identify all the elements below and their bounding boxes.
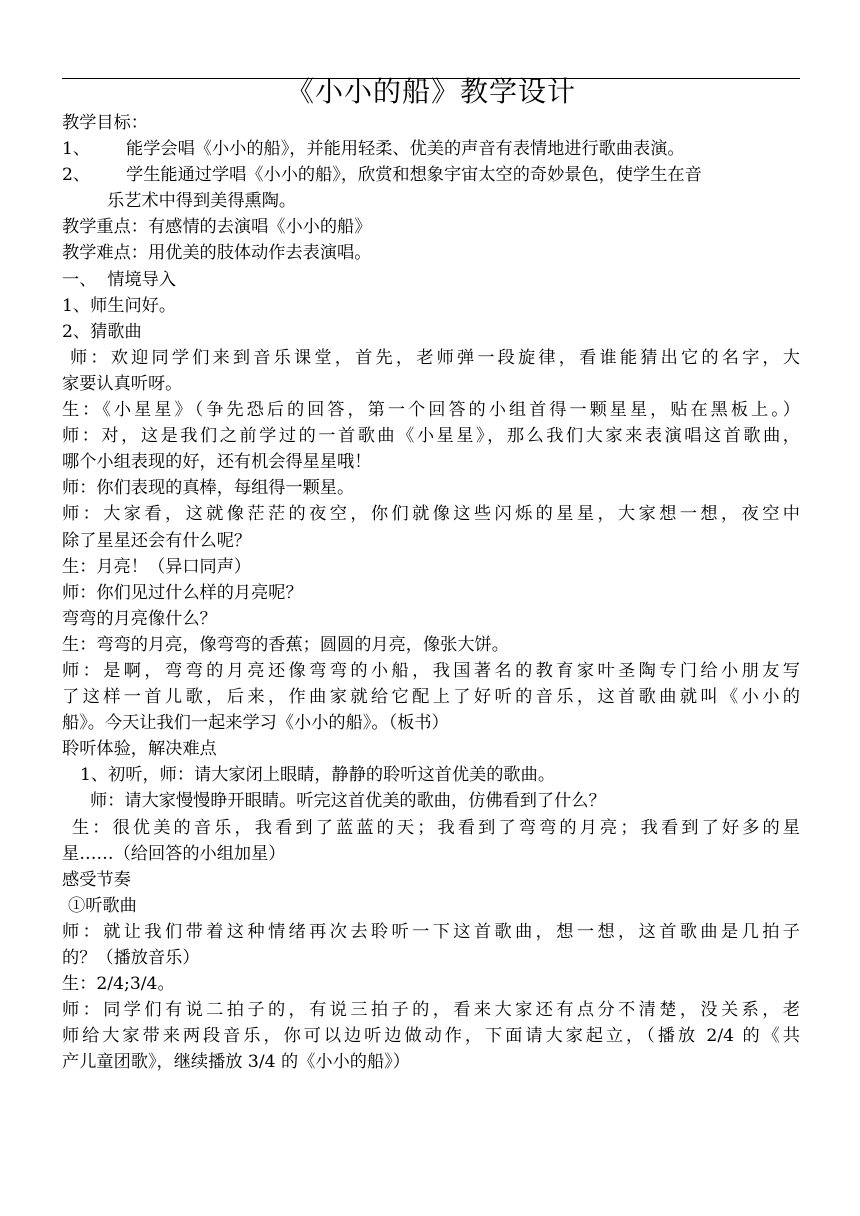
list-number: 1、 [62,139,91,160]
paragraph: 1、师生问好。 [62,295,177,316]
paragraph: 师：大家看，这就像茫茫的夜空，你们就像这些闪烁的星星，大家想一想，夜空中 [62,504,800,525]
paragraph: 教学难点：用优美的肢体动作去表演唱。 [62,243,372,264]
list-number: 2、 [62,165,91,186]
paragraph: 除了星星还会有什么呢？ [62,530,252,551]
paragraph: 教学重点：有感情的去演唱《小小的船》 [62,217,372,238]
paragraph: 师：欢迎同学们来到音乐课堂，首先，老师弹一段旋律，看谁能猜出它的名字，大 [70,347,800,368]
paragraph: 船》。今天让我们一起来学习《小小的船》。（板书） [62,713,449,734]
paragraph: 了这样一首儿歌，后来，作曲家就给它配上了好听的音乐，这首歌曲就叫《小小的 [62,687,800,708]
paragraph: 师：你们见过什么样的月亮呢？ [62,582,303,603]
paragraph: 星……（给回答的小组加星） [62,843,286,864]
paragraph: 师：就让我们带着这种情绪再次去聆听一下这首歌曲，想一想，这首歌曲是几拍子 [62,921,800,942]
list-item [62,136,800,162]
paragraph: 师：请大家慢慢睁开眼睛。听完这首优美的歌曲，仿佛看到了什么？ [90,791,606,812]
section-heading: 感受节奏 [62,869,131,890]
paragraph: 2、猜歌曲 [62,321,142,342]
section-heading: 聆听体验，解决难点 [62,739,217,760]
paragraph: 生：2/4;3/4。 [62,974,175,995]
paragraph: 生：弯弯的月亮，像弯弯的香蕉；圆圆的月亮，像张大饼。 [62,634,509,655]
paragraph: 生：月亮！（异口同声） [62,556,252,577]
section-heading: 一、 情境导入 [62,269,177,290]
paragraph: ①听歌曲 [68,895,137,916]
paragraph: 家要认真听呀。 [62,373,183,394]
paragraph: 教学目标： [62,113,148,133]
paragraph: 生：很优美的音乐，我看到了蓝蓝的天；我看到了弯弯的月亮；我看到了好多的星 [72,817,800,838]
paragraph: 师：是啊，弯弯的月亮还像弯弯的小船，我国著名的教育家叶圣陶专门给小朋友写 [62,660,800,681]
paragraph: 哪个小组表现的好，还有机会得星星哦！ [62,452,372,473]
paragraph: 弯弯的月亮像什么？ [62,608,217,629]
paragraph: 1、初听，师：请大家闭上眼睛，静静的聆听这首优美的歌曲。 [80,765,556,786]
list-text: 学生能通过学唱《小小的船》，欣赏和想象宇宙太空的奇妙景色，使学生在音 [126,165,702,186]
paragraph: 师：同学们有说二拍子的，有说三拍子的，看来大家还有点分不清楚，没关系，老 [62,1000,800,1021]
paragraph: 产儿童团歌》，继续播放 3/4 的《小小的船》） [62,1052,410,1073]
paragraph: 生：《小星星》（争先恐后的回答，第一个回答的小组首得一颗星星，贴在黑板上。） [62,400,800,421]
document-body [62,110,800,1075]
list-text: 能学会唱《小小的船》，并能用轻柔、优美的声音有表情地进行歌曲表演。 [126,139,685,160]
paragraph: 师：你们表现的真棒，每组得一颗星。 [62,478,355,499]
paragraph: 的？（播放音乐） [62,948,200,968]
document-title: 《小小的船》教学设计 [285,75,576,108]
list-item [62,162,800,188]
paragraph: 师给大家带来两段音乐，你可以边听边做动作，下面请大家起立，（播放 2/4 的《共 [62,1026,800,1047]
paragraph: 师：对，这是我们之前学过的一首歌曲《小星星》，那么我们大家来表演唱这首歌曲， [62,426,800,447]
list-item-continuation: 乐艺术中得到美得熏陶。 [107,191,297,212]
